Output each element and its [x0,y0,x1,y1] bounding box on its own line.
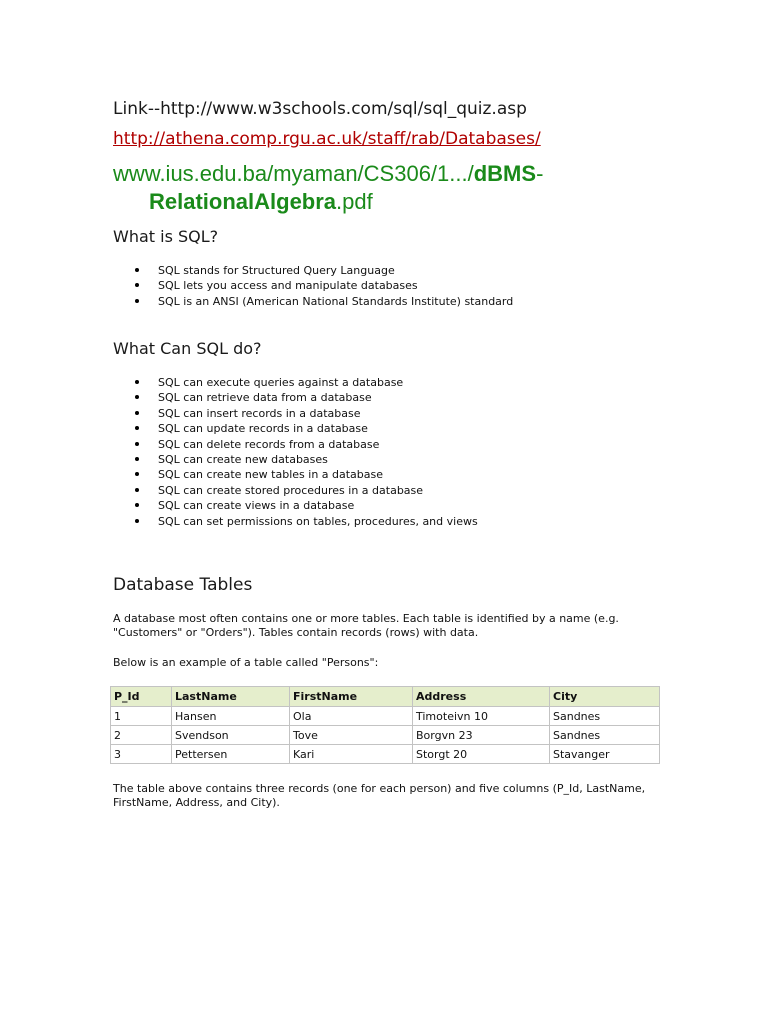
column-header: FirstName [290,687,413,707]
list-item: SQL can retrieve data from a database [113,390,478,405]
table-cell: Pettersen [172,745,290,764]
list-item: SQL can delete records from a database [113,437,478,452]
column-header: Address [413,687,550,707]
column-header: City [550,687,660,707]
table-cell: 3 [111,745,172,764]
ius-link-bold-relational: RelationalAlgebra [149,189,337,214]
what-is-sql-heading: What is SQL? [113,227,219,246]
table-cell: Sandnes [550,707,660,726]
list-item: SQL can update records in a database [113,421,478,436]
table-cell: Ola [290,707,413,726]
table-cell: Sandnes [550,726,660,745]
table-cell: 2 [111,726,172,745]
ius-link-ext: .pdf [336,189,373,214]
list-item: SQL can create new databases [113,452,478,467]
column-header: LastName [172,687,290,707]
table-cell: Timoteivn 10 [413,707,550,726]
list-item: SQL lets you access and manipulate databases [113,278,513,293]
persons-table-summary: The table above contains three records (one for each person) and five columns (P_Id, LastName, FirstName, Address, and City). [113,782,646,809]
w3schools-link-text: Link--http://www.w3schools.com/sql/sql_quiz.asp [113,99,527,119]
table-cell: Stavanger [550,745,660,764]
rgu-databases-link[interactable]: http://athena.comp.rgu.ac.uk/staff/rab/Databases/ [113,129,541,149]
ius-link-path: www.ius.edu.ba/myaman/CS306/1.../ [113,161,474,186]
list-item: SQL can execute queries against a database [113,375,478,390]
table-cell: Storgt 20 [413,745,550,764]
list-item: SQL stands for Structured Query Language [113,263,513,278]
list-item: SQL can create new tables in a database [113,467,478,482]
column-header: P_Id [111,687,172,707]
list-item: SQL can create stored procedures in a database [113,483,478,498]
ius-link-dash: - [536,161,544,186]
database-tables-heading: Database Tables [113,575,253,595]
ius-link-bold-dbms: dBMS [473,161,537,186]
table-cell: Tove [290,726,413,745]
what-can-sql-do-heading: What Can SQL do? [113,339,262,358]
table-cell: Svendson [172,726,290,745]
what-is-sql-list [113,263,513,309]
what-can-sql-do-list [113,375,478,529]
table-header-row [111,687,660,707]
table-row [111,745,660,764]
table-cell: 1 [111,707,172,726]
ius-link-line2 [113,188,633,216]
list-item: SQL is an ANSI (American National Standards Institute) standard [113,294,513,309]
database-tables-intro: A database most often contains one or more tables. Each table is identified by a name (e.g. "Customers" or "Orders"). Tables contain records (rows) with data. [113,612,619,639]
table-cell: Borgvn 23 [413,726,550,745]
table-cell: Hansen [172,707,290,726]
list-item: SQL can create views in a database [113,498,478,513]
list-item: SQL can set permissions on tables, procedures, and views [113,514,478,529]
persons-table-intro: Below is an example of a table called "Persons": [113,656,379,669]
table-row [111,726,660,745]
table-cell: Kari [290,745,413,764]
ius-relational-algebra-link[interactable] [113,160,633,216]
list-item: SQL can insert records in a database [113,406,478,421]
table-row [111,707,660,726]
persons-table [110,686,660,764]
